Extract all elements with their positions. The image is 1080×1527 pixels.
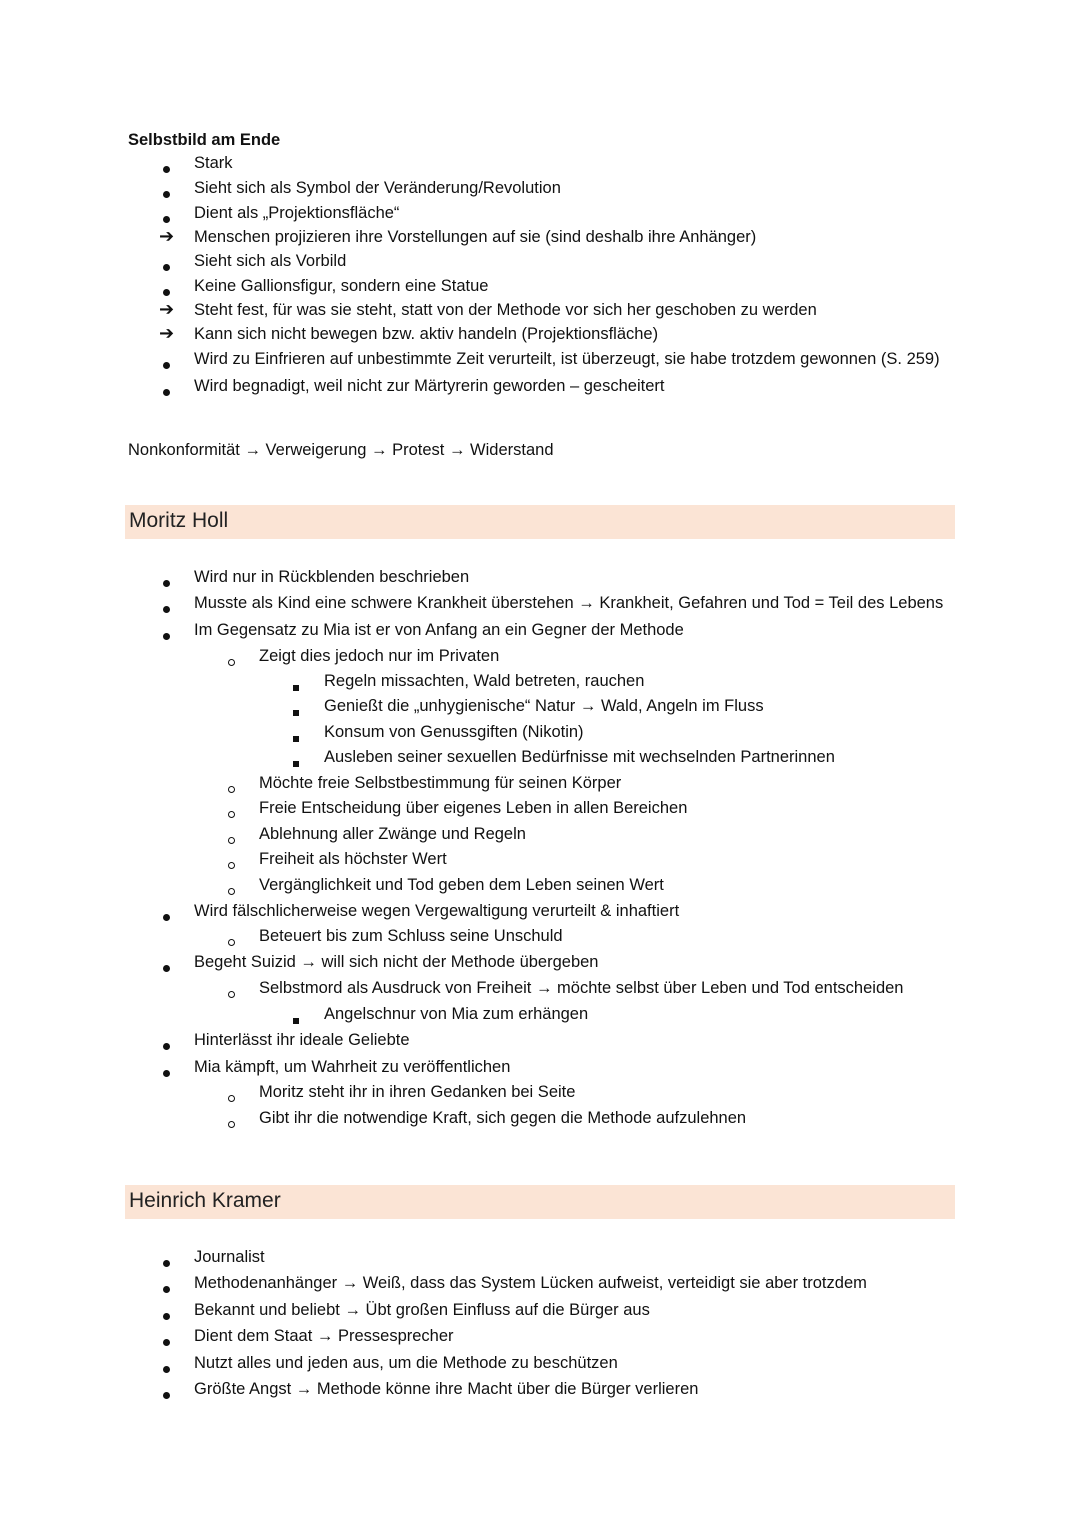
circle-bullet-icon	[228, 780, 235, 798]
bullet-icon	[163, 258, 170, 276]
list-item: Mia kämpft, um Wahrheit zu veröffentlichen	[194, 1058, 511, 1076]
list-item: Konsum von Genussgiften (Nikotin)	[324, 723, 584, 741]
list-item: Menschen projizieren ihre Vorstellungen auf sie (sind deshalb ihre Anhänger)	[194, 228, 757, 246]
section-band-moritz	[125, 505, 955, 539]
list-item: Genießt die „unhygienische“ Natur → Wald, Angeln im Fluss	[324, 697, 764, 715]
circle-bullet-icon	[228, 831, 235, 849]
list-item: Größte Angst → Methode könne ihre Macht über die Bürger verlieren	[194, 1380, 699, 1398]
list-item: Zeigt dies jedoch nur im Privaten	[259, 647, 500, 665]
list-item: Musste als Kind eine schwere Krankheit überstehen → Krankheit, Gefahren und Tod = Teil des Lebens	[194, 594, 944, 612]
bullet-icon	[163, 356, 170, 374]
list-item: Ablehnung aller Zwänge und Regeln	[259, 825, 526, 843]
arrow-icon: ➔	[159, 323, 175, 343]
list-item: Keine Gallionsfigur, sondern eine Statue	[194, 277, 489, 295]
list-item: Moritz steht ihr in ihren Gedanken bei Seite	[259, 1083, 576, 1101]
list-item: Sieht sich als Vorbild	[194, 252, 347, 270]
arrow-icon: ➔	[159, 226, 175, 246]
bullet-icon	[163, 160, 170, 178]
list-item: Freie Entscheidung über eigenes Leben in allen Bereichen	[259, 799, 688, 817]
bullet-icon	[163, 1333, 170, 1351]
bullet-icon	[163, 185, 170, 203]
section-heading-selbstbild: Selbstbild am Ende	[128, 131, 281, 149]
bullet-icon	[163, 1360, 170, 1378]
circle-bullet-icon	[228, 933, 235, 951]
list-item: Stark	[194, 154, 233, 172]
bullet-icon	[163, 1386, 170, 1404]
bullet-icon	[163, 959, 170, 977]
list-item: Möchte freie Selbstbestimmung für seinen Körper	[259, 774, 622, 792]
list-item: Hinterlässt ihr ideale Geliebte	[194, 1031, 410, 1049]
bullet-icon	[163, 1280, 170, 1298]
list-item: Wird nur in Rückblenden beschrieben	[194, 568, 470, 586]
circle-bullet-icon	[228, 856, 235, 874]
bullet-icon	[163, 383, 170, 401]
list-item: Begeht Suizid → will sich nicht der Methode übergeben	[194, 953, 599, 971]
list-item: Freiheit als höchster Wert	[259, 850, 447, 868]
progression-line: Nonkonformität → Verweigerung → Protest → Widerstand	[128, 441, 554, 459]
list-item: Bekannt und beliebt → Übt großen Einfluss auf die Bürger aus	[194, 1301, 650, 1319]
list-item: Wird zu Einfrieren auf unbestimmte Zeit verurteilt, ist überzeugt, sie habe trotzdem gewonnen (S. 259)	[194, 350, 940, 368]
square-bullet-icon	[293, 729, 299, 747]
circle-bullet-icon	[228, 882, 235, 900]
list-item: Kann sich nicht bewegen bzw. aktiv handeln (Projektionsfläche)	[194, 325, 659, 343]
list-item: Wird fälschlicherweise wegen Vergewaltigung verurteilt & inhaftiert	[194, 902, 680, 920]
list-item: Gibt ihr die notwendige Kraft, sich gegen die Methode aufzulehnen	[259, 1109, 747, 1127]
list-item: Beteuert bis zum Schluss seine Unschuld	[259, 927, 563, 945]
list-item: Dient dem Staat → Pressesprecher	[194, 1327, 454, 1345]
list-item: Dient als „Projektionsfläche“	[194, 204, 400, 222]
list-item: Selbstmord als Ausdruck von Freiheit → möchte selbst über Leben und Tod entscheiden	[259, 979, 904, 997]
list-item: Steht fest, für was sie steht, statt von der Methode vor sich her geschoben zu werden	[194, 301, 817, 319]
list-item: Methodenanhänger → Weiß, dass das System Lücken aufweist, verteidigt sie aber trotzdem	[194, 1274, 867, 1292]
bullet-icon	[163, 908, 170, 926]
bullet-icon	[163, 574, 170, 592]
circle-bullet-icon	[228, 1089, 235, 1107]
list-item: Im Gegensatz zu Mia ist er von Anfang an ein Gegner der Methode	[194, 621, 684, 639]
circle-bullet-icon	[228, 805, 235, 823]
bullet-icon	[163, 600, 170, 618]
list-item: Vergänglichkeit und Tod geben dem Leben seinen Wert	[259, 876, 664, 894]
circle-bullet-icon	[228, 1115, 235, 1133]
square-bullet-icon	[293, 1011, 299, 1029]
circle-bullet-icon	[228, 985, 235, 1003]
bullet-icon	[163, 1037, 170, 1055]
list-item: Angelschnur von Mia zum erhängen	[324, 1005, 589, 1023]
section-title-moritz: Moritz Holl	[129, 509, 229, 532]
arrow-icon: ➔	[159, 299, 175, 319]
list-item: Nutzt alles und jeden aus, um die Methode zu beschützen	[194, 1354, 618, 1372]
circle-bullet-icon	[228, 653, 235, 671]
list-item: Ausleben seiner sexuellen Bedürfnisse mit wechselnden Partnerinnen	[324, 748, 835, 766]
square-bullet-icon	[293, 754, 299, 772]
section-band-heinrich	[125, 1185, 955, 1219]
section-title-heinrich: Heinrich Kramer	[129, 1189, 281, 1212]
list-item: Journalist	[194, 1248, 265, 1266]
bullet-icon	[163, 1254, 170, 1272]
list-item: Sieht sich als Symbol der Veränderung/Revolution	[194, 179, 561, 197]
square-bullet-icon	[293, 678, 299, 696]
list-item: Regeln missachten, Wald betreten, rauchen	[324, 672, 645, 690]
square-bullet-icon	[293, 703, 299, 721]
bullet-icon	[163, 627, 170, 645]
bullet-icon	[163, 1064, 170, 1082]
list-item: Wird begnadigt, weil nicht zur Märtyrerin geworden – gescheitert	[194, 377, 665, 395]
bullet-icon	[163, 1307, 170, 1325]
